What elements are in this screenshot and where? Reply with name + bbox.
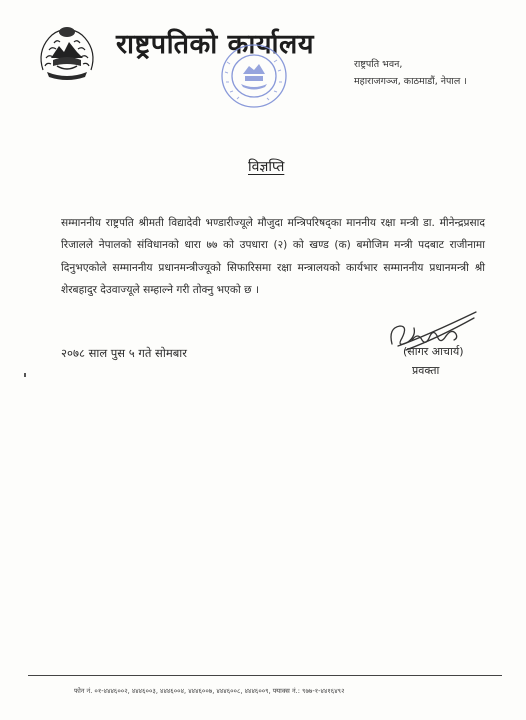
notice-date: २०७८ साल पुस ५ गते सोमबार: [61, 346, 187, 360]
nepal-emblem-icon: [33, 22, 101, 84]
office-stamp-icon: [219, 42, 289, 110]
footer-contact: फोन नं. ०१-४४४६००२, ४४४६००३, ४४४६००४, ४४४६००७, ४४४६००८, ४४४६००९, फ्याक्स नं.: ९७७-१-४४१६४९२: [74, 687, 345, 695]
spokesperson-title: प्रवक्ता: [412, 364, 440, 377]
address-line-1: राष्ट्रपति भवन,: [354, 59, 403, 70]
address-line-2: महाराजगञ्ज, काठमाडौं, नेपाल ।: [354, 76, 467, 87]
footer-divider: [28, 675, 502, 676]
notice-heading: विज्ञप्ति: [248, 159, 285, 175]
notice-body: सम्माननीय राष्ट्रपति श्रीमती विद्यादेवी भण्डारीज्यूले मौजुदा मन्त्रिपरिषद्का माननीय रक्षा मन्त्री डा. मीनेन्द्रप्रसाद रिजालले नेपालको संविधानको धारा ७७ को उपधारा (२) को खण्ड (क) बमोजिम मन्त्री पदबाट राजीनामा दिनुभएकोले सम्माननीय प्रधानमन्त्रीज्यूको सिफारिसमा रक्षा मन्त्रालयको कार्यभार सम्माननीय प्रधानमन्त्री श्री शेरबहादुर देउवाज्यूले सम्हाल्ने गरी तोक्नु भएको छ ।: [61, 217, 485, 296]
office-address: [354, 56, 467, 90]
office-title: राष्ट्रपतिको कार्यालय: [116, 29, 314, 60]
margin-mark: [24, 373, 26, 377]
spokesperson-name: (सागर आचार्य): [403, 345, 464, 358]
